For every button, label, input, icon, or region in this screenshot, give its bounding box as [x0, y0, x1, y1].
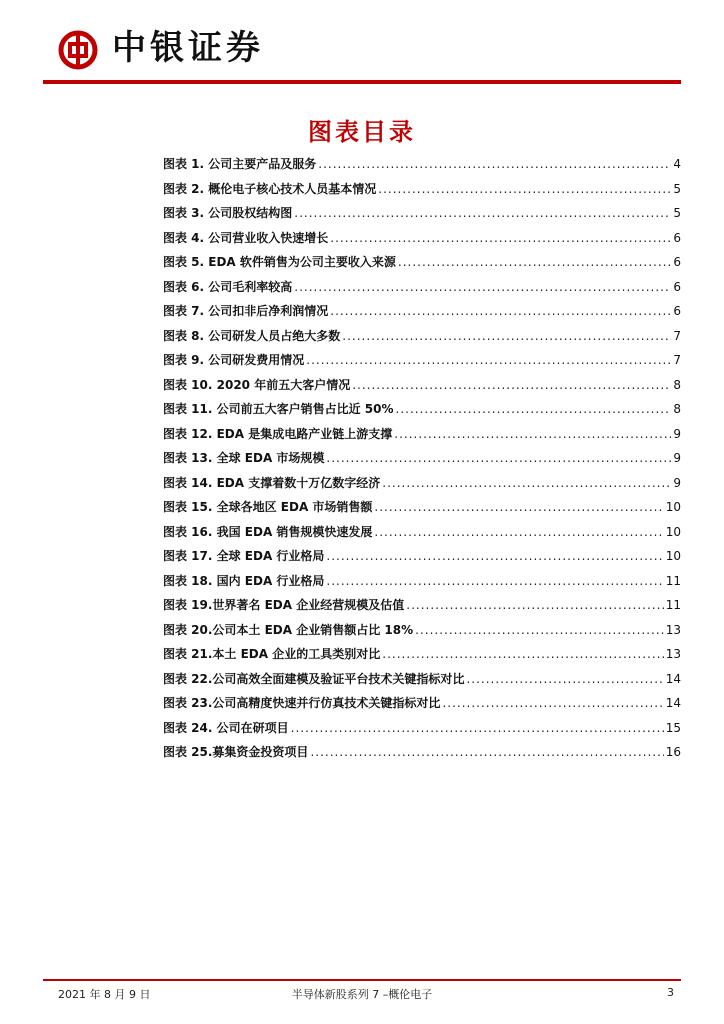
- toc-leader-dots: [294, 280, 671, 294]
- toc-entry[interactable]: [163, 449, 681, 474]
- toc-entry-page: 13: [665, 647, 681, 661]
- toc-entry-page: 11: [665, 598, 681, 612]
- toc-leader-dots: [382, 647, 663, 661]
- toc-entry[interactable]: [163, 351, 681, 376]
- toc-entry-label: 图表 18. 国内 EDA 行业格局: [163, 573, 325, 588]
- toc-entry-page: 14: [665, 671, 681, 686]
- toc-entry-page: 11: [665, 573, 681, 588]
- toc-entry-page: 6: [673, 279, 681, 294]
- toc-entry[interactable]: [163, 719, 681, 744]
- toc-entry[interactable]: [163, 180, 681, 205]
- toc-entry[interactable]: [163, 425, 681, 450]
- toc-entry-page: 10: [665, 524, 681, 539]
- toc-entry-page: 6: [673, 230, 681, 245]
- toc-entry-page: 9: [673, 451, 681, 465]
- toc-leader-dots: [326, 451, 671, 465]
- toc-entry[interactable]: [163, 229, 681, 254]
- toc-entry[interactable]: [163, 621, 681, 646]
- toc-entry-page: 8: [673, 377, 681, 392]
- toc-entry-label: 图表 17. 全球 EDA 行业格局: [163, 549, 325, 563]
- footer-divider: [43, 979, 681, 981]
- toc-leader-dots: [374, 525, 663, 539]
- toc-entry-page: 13: [665, 622, 681, 637]
- toc-entry-page: 9: [673, 475, 681, 490]
- toc-leader-dots: [394, 427, 671, 441]
- toc-entry-label: 图表 12. EDA 是集成电路产业链上游支撑: [163, 426, 393, 441]
- toc-entry-page: 6: [673, 304, 681, 318]
- header-divider: [43, 80, 681, 84]
- toc-leader-dots: [342, 329, 671, 343]
- toc-entry-label: 图表 8. 公司研发人员占绝大多数: [163, 328, 341, 343]
- toc-entry-page: 5: [673, 181, 681, 196]
- toc-entry[interactable]: [163, 596, 681, 621]
- toc-entry[interactable]: [163, 400, 681, 425]
- toc-entry-label: 图表 15. 全球各地区 EDA 市场销售额: [163, 500, 373, 514]
- toc-leader-dots: [330, 304, 671, 318]
- toc-entry-page: 7: [673, 353, 681, 367]
- toc-entry-label: 图表 24. 公司在研项目: [163, 720, 289, 735]
- toc-entry-label: 图表 22.公司高效全面建模及验证平台技术关键指标对比: [163, 671, 465, 686]
- toc-leader-dots: [352, 378, 671, 392]
- page-header: [0, 0, 724, 84]
- toc-entry-label: 图表 3. 公司股权结构图: [163, 206, 293, 220]
- toc-entry[interactable]: [163, 670, 681, 695]
- toc-leader-dots: [306, 353, 671, 367]
- toc-leader-dots: [310, 745, 663, 759]
- toc-leader-dots: [406, 598, 663, 612]
- toc-entry-page: 16: [665, 745, 681, 759]
- toc-entry-label: 图表 11. 公司前五大客户销售占比近 50%: [163, 402, 394, 416]
- toc-leader-dots: [466, 672, 663, 686]
- toc-leader-dots: [398, 255, 671, 269]
- toc-entry[interactable]: [163, 645, 681, 670]
- footer-series-title: 半导体新股系列 7 –概伦电子: [291, 988, 433, 1001]
- toc-leader-dots: [382, 476, 671, 490]
- toc-leader-dots: [396, 402, 672, 416]
- toc-entry[interactable]: [163, 376, 681, 401]
- toc-leader-dots: [291, 721, 664, 735]
- toc-leader-dots: [326, 574, 663, 588]
- toc-entry[interactable]: [163, 327, 681, 352]
- toc-entry-label: 图表 20.公司本土 EDA 企业销售额占比 18%: [163, 622, 414, 637]
- toc-entry-label: 图表 6. 公司毛利率较高: [163, 279, 293, 294]
- toc-entry[interactable]: [163, 253, 681, 278]
- toc-entry-page: 7: [673, 328, 681, 343]
- toc-entry-label: 图表 23.公司高精度快速并行仿真技术关键指标对比: [163, 696, 441, 710]
- toc-entry[interactable]: [163, 694, 681, 719]
- toc-leader-dots: [326, 549, 663, 563]
- toc-entry-label: 图表 13. 全球 EDA 市场规模: [163, 451, 325, 465]
- toc-entry[interactable]: [163, 743, 681, 768]
- toc-entry-page: 4: [673, 157, 681, 171]
- toc-leader-dots: [318, 157, 671, 171]
- toc-leader-dots: [294, 206, 671, 220]
- toc-entry[interactable]: [163, 302, 681, 327]
- toc-entry[interactable]: [163, 474, 681, 499]
- toc-entry-page: 10: [665, 549, 681, 563]
- toc-leader-dots: [374, 500, 663, 514]
- toc-entry-label: 图表 16. 我国 EDA 销售规模快速发展: [163, 524, 373, 539]
- toc-leader-dots: [330, 231, 671, 245]
- toc-title: 图表目录: [308, 118, 416, 146]
- bank-of-china-logo-icon: [58, 30, 98, 70]
- toc-entry-page: 8: [673, 402, 681, 416]
- toc-entry[interactable]: [163, 204, 681, 229]
- toc-entry-page: 9: [673, 426, 681, 441]
- footer-page-number: 3: [667, 986, 674, 999]
- toc-entry-page: 14: [665, 696, 681, 710]
- toc-leader-dots: [442, 696, 663, 710]
- toc-entry-page: 15: [665, 720, 681, 735]
- toc-entry[interactable]: [163, 572, 681, 597]
- toc-entry-label: 图表 2. 概伦电子核心技术人员基本情况: [163, 181, 377, 196]
- toc-entry-label: 图表 9. 公司研发费用情况: [163, 353, 305, 367]
- toc-entry-page: 10: [665, 500, 681, 514]
- brand-name: 中银证券: [112, 28, 264, 68]
- toc-entry-label: 图表 5. EDA 软件销售为公司主要收入来源: [163, 255, 396, 269]
- toc-entry-page: 6: [673, 255, 681, 269]
- toc-entry-label: 图表 21.本土 EDA 企业的工具类别对比: [163, 647, 381, 661]
- toc-entry[interactable]: [163, 523, 681, 548]
- toc-entry-label: 图表 14. EDA 支撑着数十万亿数字经济: [163, 475, 381, 490]
- toc-leader-dots: [415, 623, 664, 637]
- toc-entry-label: 图表 10. 2020 年前五大客户情况: [163, 377, 351, 392]
- toc-entry[interactable]: [163, 498, 681, 523]
- toc-leader-dots: [378, 182, 671, 196]
- toc-entry-label: 图表 19.世界著名 EDA 企业经营规模及估值: [163, 598, 405, 612]
- toc-entry-page: 5: [673, 206, 681, 220]
- toc-entry-label: 图表 25.募集资金投资项目: [163, 745, 309, 759]
- toc-entry[interactable]: [163, 547, 681, 572]
- toc-entry-label: 图表 1. 公司主要产品及服务: [163, 157, 317, 171]
- toc-list: [163, 155, 681, 768]
- toc-entry-label: 图表 7. 公司扣非后净利润情况: [163, 304, 329, 318]
- toc-entry[interactable]: [163, 278, 681, 303]
- footer-date: 2021 年 8 月 9 日: [58, 988, 151, 1001]
- toc-entry-label: 图表 4. 公司营业收入快速增长: [163, 230, 329, 245]
- toc-entry[interactable]: [163, 155, 681, 180]
